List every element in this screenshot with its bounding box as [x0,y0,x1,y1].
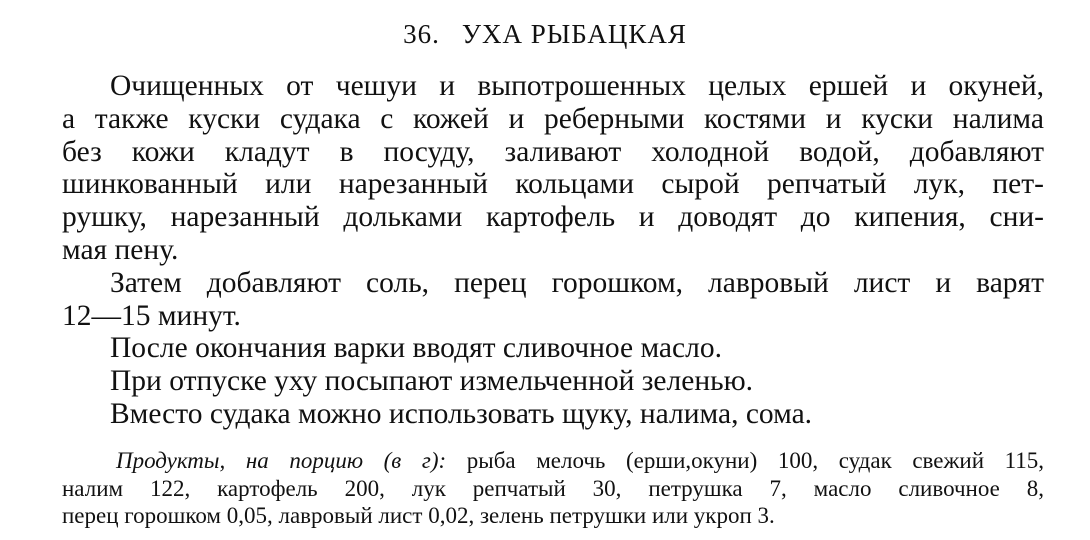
products-line: перец горошком 0,05, лавровый лист 0,02, зелень петрушки или укроп 3. [62,503,775,528]
paragraph-preparation [62,70,1044,267]
products-label: Продукты, на порцию (в г): [116,448,447,473]
paragraph-line: шинкованный или нарезанный кольцами сырой репчатый лук, пет- [62,168,1044,201]
paragraph-line: рушку, нарезанный дольками картофель и доводят до кипения, сни- [62,201,1044,234]
products-line [62,447,1044,475]
paragraph-serving: При отпуске уху посыпают измельченной зеленью. [110,365,753,398]
recipe-title: УХА РЫБАЦКАЯ [461,19,687,49]
paragraph-line: Очищенных от чешуи и выпотрошенных целых ершей и окуней, [110,70,1044,102]
products-list [62,447,1044,530]
paragraph-line: а также куски судака с кожей и реберными костями и куски налима [62,102,1044,135]
paragraph-butter: После окончания варки вводят сливочное масло. [110,332,722,365]
recipe-heading [0,16,1090,52]
paragraph-line: мая пену. [62,233,179,266]
paragraph-line: 12—15 минут. [62,299,241,332]
paragraph-line: Затем добавляют соль, перец горошком, лавровый лист и варят [110,266,1044,299]
products-line-1-text: рыба мелочь (ерши,окуни) 100, судак свежий 115, [466,448,1044,473]
recipe-body [62,70,1044,431]
paragraph-substitution: Вместо судака можно использовать щуку, налима, сома. [110,397,813,430]
paragraph-line: без кожи кладут в посуду, заливают холодной водой, добавляют [62,135,1044,168]
recipe-number: 36. [403,19,440,49]
products-line: налим 122, картофель 200, лук репчатый 30, петрушка 7, масло сливочное 8, [62,475,1044,501]
paragraph-seasoning [62,267,1044,333]
